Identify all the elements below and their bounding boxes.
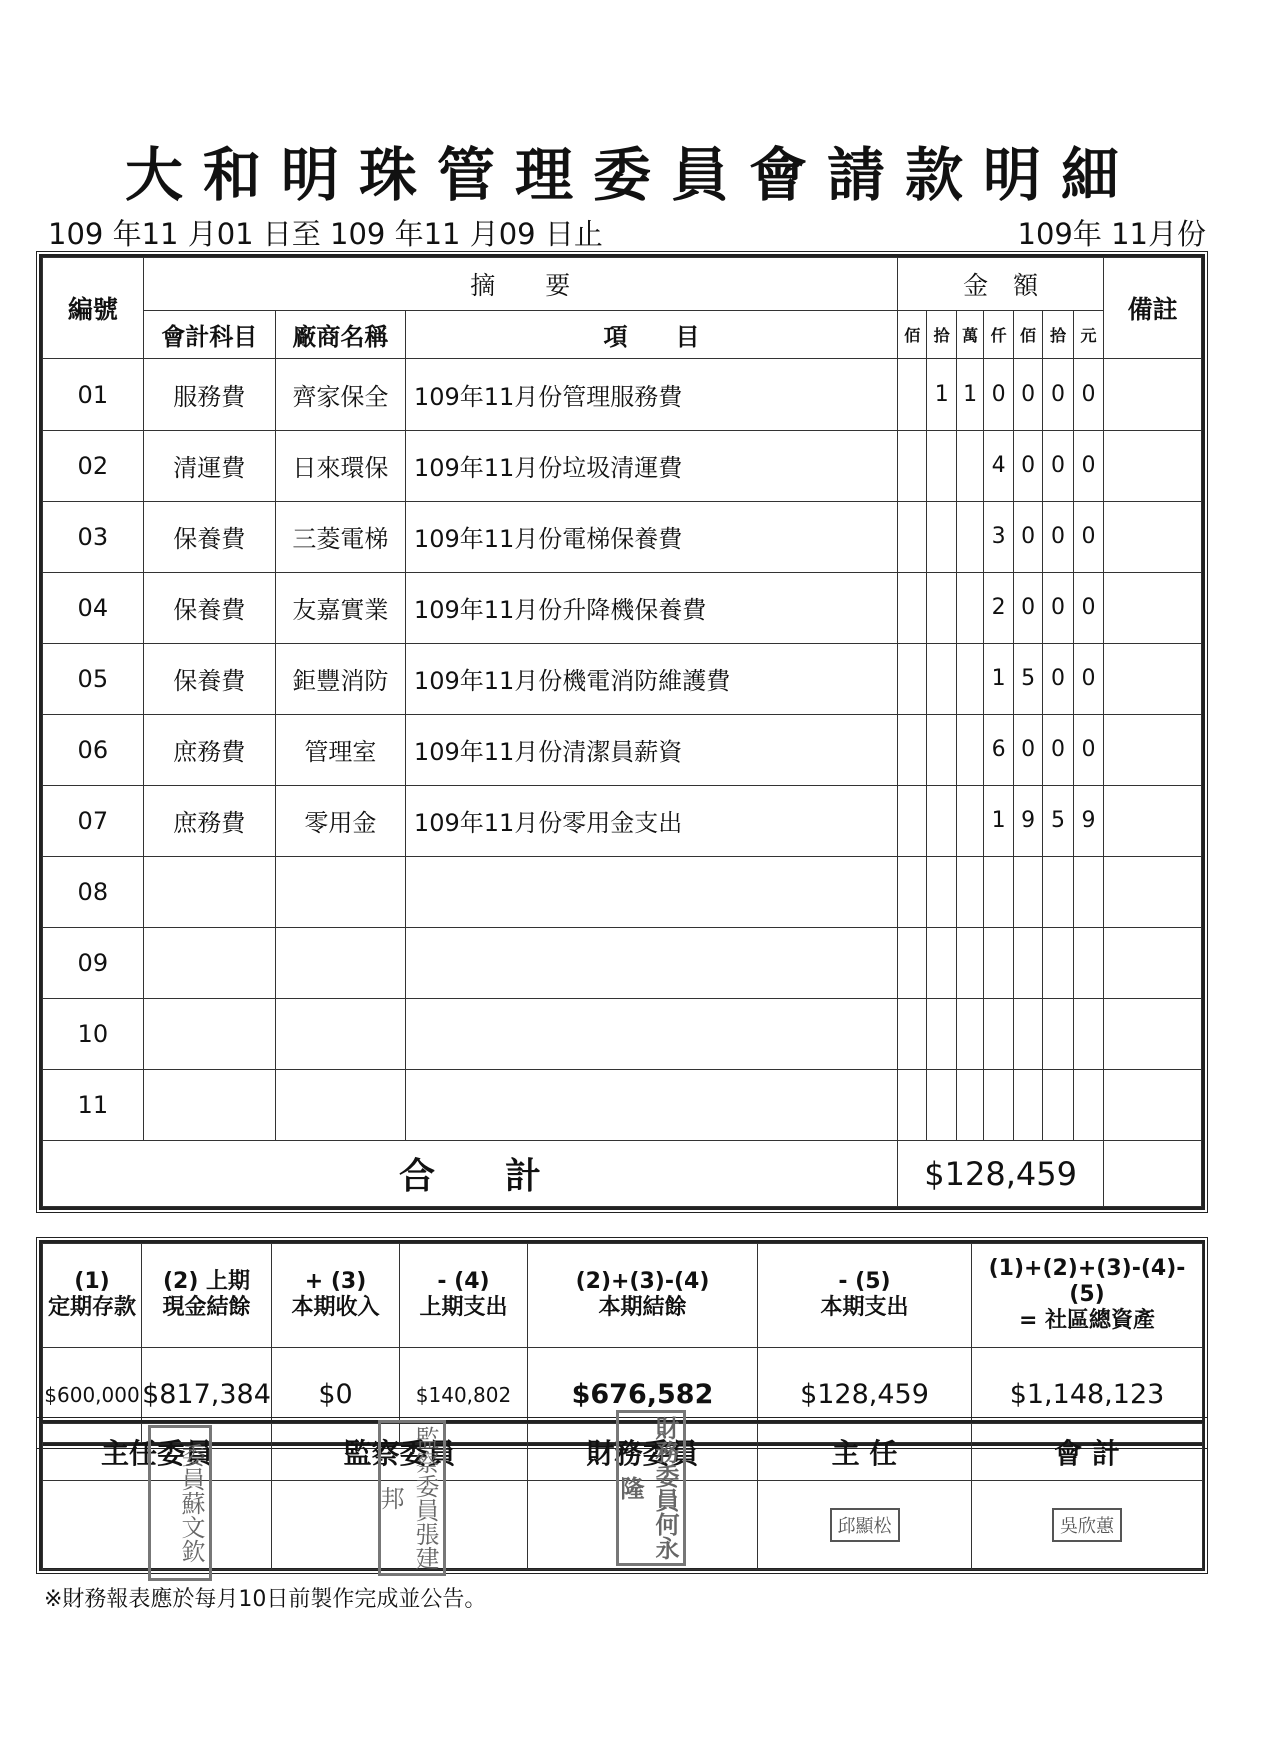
digit-cell <box>897 501 926 572</box>
table-row <box>43 501 1202 572</box>
footnote: ※財務報表應於每月10日前製作完成並公告。 <box>44 1587 487 1612</box>
table-row <box>43 927 1202 998</box>
digit-cell <box>927 643 956 714</box>
digit-header: 拾 <box>927 310 956 359</box>
subject-cell <box>143 927 275 998</box>
summary-header-line: 本期結餘 <box>598 1295 687 1321</box>
digit-cell <box>1013 1069 1042 1140</box>
digit-cell <box>927 714 956 785</box>
vendor-cell <box>275 1069 405 1140</box>
summary-value-cell: $676,582 <box>528 1347 758 1442</box>
remark-cell <box>1104 927 1202 998</box>
table-row <box>43 572 1202 643</box>
subject-cell: 服務費 <box>143 359 275 430</box>
digit-cell <box>984 927 1013 998</box>
item-cell: 109年11月份清潔員薪資 <box>405 714 897 785</box>
total-label: 合計 <box>43 1141 898 1207</box>
digit-header: 佰 <box>897 310 926 359</box>
digit-cell <box>1013 927 1042 998</box>
summary-header-line: 本期收入 <box>291 1295 380 1321</box>
table-row <box>43 1069 1202 1140</box>
finance-stamp: 財務委員何永隆 <box>616 1410 686 1566</box>
summary-header-cell <box>142 1244 272 1348</box>
document-title: 大和明珠管理委員會請款明細 <box>124 141 1139 209</box>
digit-cell <box>1073 927 1104 998</box>
summary-value-cell: $140,802 <box>400 1347 528 1442</box>
summary-header-cell <box>43 1244 142 1348</box>
director-label: 主 任 <box>758 1424 972 1481</box>
row-number: 01 <box>43 359 144 430</box>
subject-cell: 保養費 <box>143 572 275 643</box>
vendor-cell <box>275 998 405 1069</box>
table-row <box>43 998 1202 1069</box>
summary-header-cell <box>758 1244 972 1348</box>
digit-cell <box>897 856 926 927</box>
vendor-cell: 日來環保 <box>275 430 405 501</box>
item-cell: 109年11月份升降機保養費 <box>405 572 897 643</box>
summary-header-cell <box>272 1244 400 1348</box>
digit-cell: 2 <box>984 572 1013 643</box>
summary-header-line: (2) 上期 <box>162 1268 251 1294</box>
accountant-stamp: 吳欣蕙 <box>1052 1508 1122 1542</box>
item-cell: 109年11月份零用金支出 <box>405 785 897 856</box>
digit-cell <box>897 998 926 1069</box>
row-number: 10 <box>43 998 144 1069</box>
digit-cell: 0 <box>1043 501 1074 572</box>
supervisor-label: 監察委員 <box>272 1424 528 1481</box>
digit-header: 拾 <box>1043 310 1074 359</box>
digit-cell: 0 <box>1073 501 1104 572</box>
item-cell <box>405 998 897 1069</box>
digit-cell <box>1073 1069 1104 1140</box>
remark-cell <box>1104 501 1202 572</box>
month-label: 109年 11月份 <box>1017 217 1206 251</box>
summary-header-line: = 社區總資產 <box>1018 1308 1156 1334</box>
remark-cell <box>1104 856 1202 927</box>
digit-cell: 0 <box>984 359 1013 430</box>
summary-header-line: - (5) <box>838 1268 891 1294</box>
digit-cell <box>897 714 926 785</box>
item-cell <box>405 1069 897 1140</box>
digit-cell: 1 <box>956 359 983 430</box>
summary-value-cell: $817,384 <box>142 1347 272 1442</box>
row-number: 07 <box>43 785 144 856</box>
digit-cell <box>1013 998 1042 1069</box>
table-row <box>43 856 1202 927</box>
no-header: 編號 <box>43 258 144 359</box>
digit-cell: 0 <box>1043 714 1074 785</box>
subject-header: 會計科目 <box>143 310 275 359</box>
digit-header: 仟 <box>984 310 1013 359</box>
remark-cell <box>1104 998 1202 1069</box>
summary-header-cell <box>972 1244 1203 1348</box>
digit-cell <box>897 572 926 643</box>
digit-cell <box>897 927 926 998</box>
digit-header: 佰 <box>1013 310 1042 359</box>
digit-cell: 9 <box>1013 785 1042 856</box>
digit-cell <box>1043 856 1074 927</box>
digit-cell <box>927 998 956 1069</box>
row-number: 02 <box>43 430 144 501</box>
row-number: 09 <box>43 927 144 998</box>
digit-cell <box>927 927 956 998</box>
digit-cell <box>897 359 926 430</box>
digit-cell <box>1073 998 1104 1069</box>
digit-header: 元 <box>1073 310 1104 359</box>
digit-cell: 5 <box>1043 785 1074 856</box>
accountant-signature-cell <box>972 1481 1203 1570</box>
summary-value-cell: $600,000 <box>43 1347 142 1442</box>
digit-cell <box>984 998 1013 1069</box>
digit-cell: 9 <box>1073 785 1104 856</box>
vendor-cell: 鉅豐消防 <box>275 643 405 714</box>
subject-cell <box>143 998 275 1069</box>
director-signature-cell <box>758 1481 972 1570</box>
digit-cell: 4 <box>984 430 1013 501</box>
table-row <box>43 359 1202 430</box>
digit-cell: 0 <box>1073 572 1104 643</box>
digit-cell <box>927 1069 956 1140</box>
item-cell: 109年11月份管理服務費 <box>405 359 897 430</box>
row-number: 08 <box>43 856 144 927</box>
summary-header-line: 定期存款 <box>47 1295 136 1321</box>
summary-header-line: 本期支出 <box>820 1295 909 1321</box>
table-row <box>43 643 1202 714</box>
digit-cell <box>956 856 983 927</box>
summary-header-line: (2)+(3)-(4) <box>575 1268 710 1294</box>
digit-cell <box>927 572 956 643</box>
table-row <box>43 430 1202 501</box>
remark-header: 備註 <box>1104 258 1202 359</box>
digit-cell <box>956 501 983 572</box>
subject-cell: 保養費 <box>143 643 275 714</box>
item-header: 項 目 <box>405 310 897 359</box>
chairman-label: 主任委員 <box>43 1424 272 1481</box>
summary-header-cell <box>528 1244 758 1348</box>
item-cell <box>405 856 897 927</box>
summary-header-line: 現金結餘 <box>162 1295 251 1321</box>
digit-cell <box>956 927 983 998</box>
row-number: 04 <box>43 572 144 643</box>
digit-cell <box>1043 998 1074 1069</box>
digit-cell: 0 <box>1013 359 1042 430</box>
director-stamp: 邱顯松 <box>830 1508 900 1542</box>
digit-cell <box>897 430 926 501</box>
subject-cell: 清運費 <box>143 430 275 501</box>
table-row <box>43 785 1202 856</box>
digit-cell <box>956 998 983 1069</box>
digit-cell: 1 <box>984 785 1013 856</box>
summary-value-cell: $128,459 <box>758 1347 972 1442</box>
digit-cell: 5 <box>1013 643 1042 714</box>
subject-cell: 庶務費 <box>143 785 275 856</box>
digit-cell: 0 <box>1013 501 1042 572</box>
digit-cell: 0 <box>1013 714 1042 785</box>
digit-header: 萬 <box>956 310 983 359</box>
summary-header: 摘 要 <box>143 258 897 311</box>
digit-cell <box>1043 1069 1074 1140</box>
summary-header-line: (1) <box>74 1268 110 1294</box>
digit-cell: 0 <box>1013 572 1042 643</box>
digit-cell <box>984 856 1013 927</box>
vendor-header: 廠商名稱 <box>275 310 405 359</box>
chairman-stamp: 委員蘇文欽 <box>148 1425 212 1581</box>
supervisor-stamp: 監察委員張建邦 <box>378 1420 446 1576</box>
digit-cell <box>927 856 956 927</box>
summary-header-line: (1)+(2)+(3)-(4)-(5) <box>988 1255 1186 1308</box>
digit-cell <box>897 643 926 714</box>
digit-cell: 0 <box>1043 430 1074 501</box>
remark-cell <box>1104 714 1202 785</box>
subject-cell: 保養費 <box>143 501 275 572</box>
total-remark-cell <box>1104 1141 1202 1207</box>
subject-cell: 庶務費 <box>143 714 275 785</box>
summary-header-line: - (4) <box>437 1268 490 1294</box>
vendor-cell: 三菱電梯 <box>275 501 405 572</box>
subject-cell <box>143 856 275 927</box>
row-number: 11 <box>43 1069 144 1140</box>
remark-cell <box>1104 643 1202 714</box>
item-cell: 109年11月份機電消防維護費 <box>405 643 897 714</box>
digit-cell <box>897 785 926 856</box>
summary-header-line: + (3) <box>304 1268 367 1294</box>
item-cell <box>405 927 897 998</box>
remark-cell <box>1104 430 1202 501</box>
total-amount: $128,459 <box>897 1141 1103 1207</box>
row-number: 03 <box>43 501 144 572</box>
digit-cell: 0 <box>1043 572 1074 643</box>
digit-cell: 0 <box>1043 643 1074 714</box>
payment-detail-table <box>39 254 1205 1210</box>
digit-cell <box>897 1069 926 1140</box>
summary-value-cell: $0 <box>272 1347 400 1442</box>
period-range: 109 年11 月01 日至 109 年11 月09 日止 <box>48 217 603 251</box>
item-cell: 109年11月份電梯保養費 <box>405 501 897 572</box>
digit-cell <box>984 1069 1013 1140</box>
vendor-cell: 友嘉實業 <box>275 572 405 643</box>
digit-cell: 6 <box>984 714 1013 785</box>
digit-cell: 0 <box>1073 643 1104 714</box>
subject-cell <box>143 1069 275 1140</box>
digit-cell <box>927 785 956 856</box>
digit-cell: 0 <box>1073 359 1104 430</box>
digit-cell <box>956 714 983 785</box>
digit-cell <box>927 501 956 572</box>
row-number: 05 <box>43 643 144 714</box>
digit-cell: 0 <box>1043 359 1074 430</box>
item-cell: 109年11月份垃圾清運費 <box>405 430 897 501</box>
digit-cell <box>956 430 983 501</box>
vendor-cell: 齊家保全 <box>275 359 405 430</box>
remark-cell <box>1104 572 1202 643</box>
digit-cell <box>1073 856 1104 927</box>
finance-label: 財務委員 <box>528 1424 758 1481</box>
remark-cell <box>1104 359 1202 430</box>
digit-cell <box>956 1069 983 1140</box>
digit-cell <box>927 430 956 501</box>
digit-cell: 0 <box>1073 714 1104 785</box>
summary-value-cell: $1,148,123 <box>972 1347 1203 1442</box>
digit-cell: 3 <box>984 501 1013 572</box>
amount-header: 金 額 <box>897 258 1103 311</box>
summary-header-line: 上期支出 <box>419 1295 508 1321</box>
vendor-cell: 管理室 <box>275 714 405 785</box>
accountant-label: 會 計 <box>972 1424 1203 1481</box>
vendor-cell <box>275 856 405 927</box>
digit-cell <box>1013 856 1042 927</box>
vendor-cell <box>275 927 405 998</box>
digit-cell <box>956 785 983 856</box>
remark-cell <box>1104 1069 1202 1140</box>
digit-cell <box>956 643 983 714</box>
digit-cell <box>956 572 983 643</box>
row-number: 06 <box>43 714 144 785</box>
table-row <box>43 714 1202 785</box>
digit-cell <box>1043 927 1074 998</box>
remark-cell <box>1104 785 1202 856</box>
vendor-cell: 零用金 <box>275 785 405 856</box>
summary-header-cell <box>400 1244 528 1348</box>
digit-cell: 0 <box>1073 430 1104 501</box>
digit-cell: 1 <box>927 359 956 430</box>
digit-cell: 1 <box>984 643 1013 714</box>
digit-cell: 0 <box>1013 430 1042 501</box>
